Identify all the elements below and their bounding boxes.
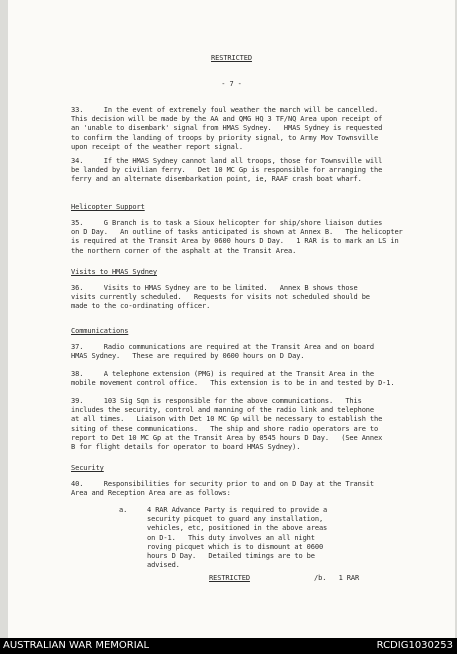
paragraph-36: 36. Visits to HMAS Sydney are to be limited. Annex B shows those visits currently scheduled. Requests for visits not scheduled should be made to the co-ordinating officer. [71,284,370,311]
classification-bottom: RESTRICTED [209,574,250,582]
paragraph-39: 39. 103 Sig Sqn is responsible for the above communications. This includes the security, control and manning of the radio link and telephone at all times. Liaison with Det 10 MC Gp will be necessary to establish the siting of these communications. The ship and shore radio operators are to report to Det 10 MC Gp at the Transit Area by 0545 hours D Day. (See Annex B for flight details for operator to board HMAS Sydney). [71,397,383,452]
paragraph-35: 35. G Branch is to task a Sioux helicopter for ship/shore liaison duties on D Day. An outline of tasks anticipated is shown at Annex B. The helicopter is required at the Transit Area by 0600 hours D Day. 1 RAR is to mark an LS in the northern corner of the asphalt at the Transit Area. [71,219,403,255]
page-number: - 7 - [221,80,242,88]
heading-communications: Communications [71,327,129,335]
paragraph-34: 34. If the HMAS Sydney cannot land all troops, those for Townsville will be landed by civilian ferry. Det 10 MC Gp is responsible for arranging the ferry and an alternate disembarkation point, ie, RAAF crash boat wharf. [71,157,383,184]
subparagraph-a-label: a. [119,506,128,514]
footer-archive-name: AUSTRALIAN WAR MEMORIAL [3,640,150,651]
archive-footer-bar [0,638,457,654]
subparagraph-a-text: 4 RAR Advance Party is required to provide a security picquet to guard any installation, vehicles, etc, positioned in the above areas on D-1. This duty involves an all night roving picquet which is to dismount at 0600 hours D Day. Detailed timings are to be advised. [147,506,328,570]
classification-top: RESTRICTED [211,54,252,62]
heading-helicopter-support: Helicopter Support [71,203,145,211]
paragraph-37: 37. Radio communications are required at the Transit Area and on board HMAS Sydney. These are required by 0600 hours on D Day. [71,343,374,361]
heading-security: Security [71,464,104,472]
paragraph-38: 38. A telephone extension (PMG) is required at the Transit Area in the mobile movement control office. This extension is to be in and tested by D-1. [71,370,395,388]
heading-visits: Visits to HMAS Sydney [71,268,157,276]
catchword: /b. 1 RAR [314,574,360,582]
paragraph-40: 40. Responsibilities for security prior to and on D Day at the Transit Area and Reception Area are as follows: [71,480,374,498]
paragraph-33: 33. In the event of extremely foul weather the march will be cancelled. This decision will be made by the AA and QMG HQ 3 TF/NQ Area upon receipt of an 'unable to disembark' signal from HMAS Sydney. HMAS Sydney is requested to confirm the landing of troops by priority signal, to Army Mov Townsville upon receipt of the weather report signal. [71,106,383,151]
footer-record-id: RCDIG1030253 [376,640,453,651]
document-page [8,0,455,638]
